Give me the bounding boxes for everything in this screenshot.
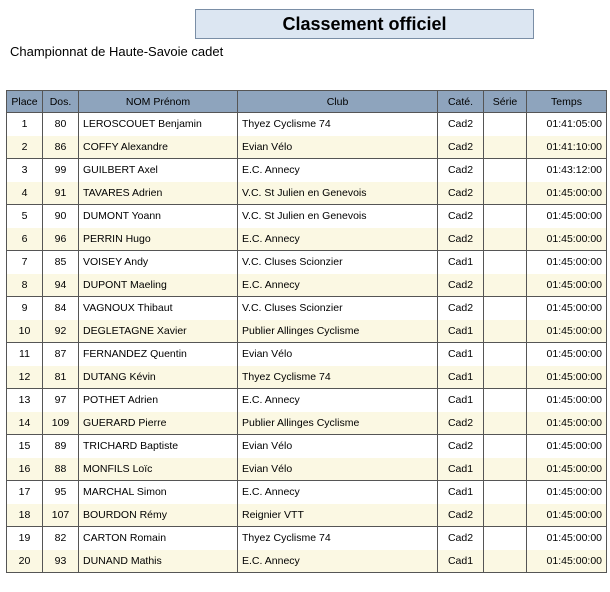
- cell-place: 20: [7, 550, 43, 573]
- cell-cate: Cad1: [438, 389, 484, 412]
- table-row: [7, 550, 607, 573]
- cell-club: E.C. Annecy: [238, 481, 438, 504]
- cell-temps: 01:45:00:00: [527, 527, 607, 550]
- cell-cate: Cad1: [438, 320, 484, 343]
- cell-cate: Cad2: [438, 205, 484, 228]
- cell-dos: 94: [43, 274, 79, 297]
- cell-serie: [484, 159, 527, 182]
- cell-cate: Cad2: [438, 435, 484, 458]
- cell-serie: [484, 366, 527, 389]
- cell-club: Publier Allinges Cyclisme: [238, 320, 438, 343]
- cell-place: 3: [7, 159, 43, 182]
- cell-dos: 96: [43, 228, 79, 251]
- cell-dos: 86: [43, 136, 79, 159]
- cell-serie: [484, 389, 527, 412]
- table-row: [7, 435, 607, 458]
- cell-cate: Cad2: [438, 297, 484, 320]
- cell-temps: 01:45:00:00: [527, 297, 607, 320]
- cell-dos: 88: [43, 458, 79, 481]
- cell-dos: 90: [43, 205, 79, 228]
- cell-temps: 01:45:00:00: [527, 389, 607, 412]
- cell-cate: Cad1: [438, 343, 484, 366]
- cell-cate: Cad2: [438, 412, 484, 435]
- table-header-row: [7, 91, 607, 113]
- cell-temps: 01:45:00:00: [527, 366, 607, 389]
- cell-serie: [484, 458, 527, 481]
- table-row: [7, 159, 607, 182]
- cell-serie: [484, 412, 527, 435]
- cell-club: Evian Vélo: [238, 435, 438, 458]
- results-table: [6, 90, 607, 573]
- column-header-club: Club: [238, 91, 438, 113]
- cell-dos: 95: [43, 481, 79, 504]
- table-row: [7, 113, 607, 136]
- cell-club: Evian Vélo: [238, 343, 438, 366]
- page-subtitle: Championnat de Haute-Savoie cadet: [10, 44, 224, 59]
- cell-nom: MONFILS Loïc: [79, 458, 238, 481]
- cell-nom: POTHET Adrien: [79, 389, 238, 412]
- column-header-temps: Temps: [527, 91, 607, 113]
- table-row: [7, 228, 607, 251]
- cell-club: V.C. St Julien en Genevois: [238, 182, 438, 205]
- cell-club: E.C. Annecy: [238, 274, 438, 297]
- table-row: [7, 343, 607, 366]
- cell-nom: GUERARD Pierre: [79, 412, 238, 435]
- cell-serie: [484, 504, 527, 527]
- cell-serie: [484, 550, 527, 573]
- cell-nom: TRICHARD Baptiste: [79, 435, 238, 458]
- cell-nom: BOURDON Rémy: [79, 504, 238, 527]
- cell-club: Evian Vélo: [238, 458, 438, 481]
- cell-dos: 91: [43, 182, 79, 205]
- table-row: [7, 412, 607, 435]
- cell-place: 13: [7, 389, 43, 412]
- cell-temps: 01:45:00:00: [527, 182, 607, 205]
- cell-nom: TAVARES Adrien: [79, 182, 238, 205]
- cell-place: 2: [7, 136, 43, 159]
- cell-nom: VAGNOUX Thibaut: [79, 297, 238, 320]
- cell-temps: 01:45:00:00: [527, 412, 607, 435]
- cell-nom: DUTANG Kévin: [79, 366, 238, 389]
- cell-place: 19: [7, 527, 43, 550]
- cell-dos: 87: [43, 343, 79, 366]
- cell-cate: Cad2: [438, 527, 484, 550]
- cell-nom: LEROSCOUET Benjamin: [79, 113, 238, 136]
- cell-dos: 89: [43, 435, 79, 458]
- cell-dos: 107: [43, 504, 79, 527]
- cell-place: 16: [7, 458, 43, 481]
- cell-place: 8: [7, 274, 43, 297]
- cell-club: V.C. Cluses Scionzier: [238, 251, 438, 274]
- page-title: Classement officiel: [195, 9, 534, 39]
- cell-temps: 01:45:00:00: [527, 274, 607, 297]
- cell-cate: Cad2: [438, 182, 484, 205]
- cell-place: 6: [7, 228, 43, 251]
- column-header-nom: NOM Prénom: [79, 91, 238, 113]
- cell-serie: [484, 343, 527, 366]
- table-row: [7, 297, 607, 320]
- cell-dos: 85: [43, 251, 79, 274]
- cell-cate: Cad2: [438, 274, 484, 297]
- cell-serie: [484, 320, 527, 343]
- cell-temps: 01:41:05:00: [527, 113, 607, 136]
- cell-cate: Cad2: [438, 113, 484, 136]
- cell-place: 11: [7, 343, 43, 366]
- cell-dos: 99: [43, 159, 79, 182]
- cell-temps: 01:45:00:00: [527, 320, 607, 343]
- cell-dos: 97: [43, 389, 79, 412]
- cell-cate: Cad2: [438, 159, 484, 182]
- cell-temps: 01:45:00:00: [527, 458, 607, 481]
- cell-nom: DUMONT Yoann: [79, 205, 238, 228]
- cell-club: V.C. St Julien en Genevois: [238, 205, 438, 228]
- cell-serie: [484, 527, 527, 550]
- table-row: [7, 458, 607, 481]
- table-row: [7, 481, 607, 504]
- cell-place: 1: [7, 113, 43, 136]
- cell-dos: 93: [43, 550, 79, 573]
- column-header-serie: Série: [484, 91, 527, 113]
- cell-place: 5: [7, 205, 43, 228]
- table-row: [7, 527, 607, 550]
- cell-serie: [484, 251, 527, 274]
- cell-temps: 01:45:00:00: [527, 343, 607, 366]
- cell-cate: Cad1: [438, 366, 484, 389]
- cell-place: 15: [7, 435, 43, 458]
- cell-dos: 92: [43, 320, 79, 343]
- cell-nom: DUPONT Maeling: [79, 274, 238, 297]
- cell-nom: CARTON Romain: [79, 527, 238, 550]
- cell-cate: Cad1: [438, 550, 484, 573]
- cell-nom: DUNAND Mathis: [79, 550, 238, 573]
- cell-nom: PERRIN Hugo: [79, 228, 238, 251]
- table-row: [7, 205, 607, 228]
- cell-club: V.C. Cluses Scionzier: [238, 297, 438, 320]
- cell-temps: 01:45:00:00: [527, 550, 607, 573]
- cell-club: Publier Allinges Cyclisme: [238, 412, 438, 435]
- cell-serie: [484, 435, 527, 458]
- cell-club: E.C. Annecy: [238, 159, 438, 182]
- table-row: [7, 504, 607, 527]
- table-row: [7, 389, 607, 412]
- cell-dos: 82: [43, 527, 79, 550]
- cell-serie: [484, 113, 527, 136]
- cell-temps: 01:43:12:00: [527, 159, 607, 182]
- cell-club: E.C. Annecy: [238, 550, 438, 573]
- cell-temps: 01:45:00:00: [527, 504, 607, 527]
- cell-cate: Cad2: [438, 136, 484, 159]
- column-header-cate: Caté.: [438, 91, 484, 113]
- cell-club: E.C. Annecy: [238, 389, 438, 412]
- cell-club: Thyez Cyclisme 74: [238, 527, 438, 550]
- cell-nom: GUILBERT Axel: [79, 159, 238, 182]
- cell-cate: Cad2: [438, 228, 484, 251]
- cell-club: Thyez Cyclisme 74: [238, 366, 438, 389]
- cell-temps: 01:45:00:00: [527, 251, 607, 274]
- cell-cate: Cad2: [438, 504, 484, 527]
- cell-cate: Cad1: [438, 458, 484, 481]
- cell-temps: 01:45:00:00: [527, 435, 607, 458]
- cell-place: 7: [7, 251, 43, 274]
- cell-club: E.C. Annecy: [238, 228, 438, 251]
- cell-temps: 01:45:00:00: [527, 481, 607, 504]
- cell-dos: 81: [43, 366, 79, 389]
- cell-place: 18: [7, 504, 43, 527]
- cell-place: 12: [7, 366, 43, 389]
- cell-serie: [484, 481, 527, 504]
- cell-place: 4: [7, 182, 43, 205]
- cell-temps: 01:41:10:00: [527, 136, 607, 159]
- table-row: [7, 274, 607, 297]
- cell-nom: FERNANDEZ Quentin: [79, 343, 238, 366]
- cell-club: Evian Vélo: [238, 136, 438, 159]
- cell-cate: Cad1: [438, 251, 484, 274]
- table-row: [7, 366, 607, 389]
- cell-temps: 01:45:00:00: [527, 205, 607, 228]
- cell-dos: 80: [43, 113, 79, 136]
- cell-serie: [484, 274, 527, 297]
- cell-cate: Cad1: [438, 481, 484, 504]
- table-row: [7, 320, 607, 343]
- cell-place: 14: [7, 412, 43, 435]
- cell-nom: MARCHAL Simon: [79, 481, 238, 504]
- cell-nom: DEGLETAGNE Xavier: [79, 320, 238, 343]
- cell-dos: 109: [43, 412, 79, 435]
- cell-serie: [484, 228, 527, 251]
- table-row: [7, 136, 607, 159]
- cell-place: 17: [7, 481, 43, 504]
- cell-dos: 84: [43, 297, 79, 320]
- cell-place: 9: [7, 297, 43, 320]
- cell-club: Thyez Cyclisme 74: [238, 113, 438, 136]
- cell-serie: [484, 182, 527, 205]
- column-header-dos: Dos.: [43, 91, 79, 113]
- cell-temps: 01:45:00:00: [527, 228, 607, 251]
- cell-club: Reignier VTT: [238, 504, 438, 527]
- column-header-place: Place: [7, 91, 43, 113]
- cell-serie: [484, 136, 527, 159]
- cell-nom: VOISEY Andy: [79, 251, 238, 274]
- cell-place: 10: [7, 320, 43, 343]
- cell-nom: COFFY Alexandre: [79, 136, 238, 159]
- table-row: [7, 251, 607, 274]
- table-row: [7, 182, 607, 205]
- cell-serie: [484, 205, 527, 228]
- cell-serie: [484, 297, 527, 320]
